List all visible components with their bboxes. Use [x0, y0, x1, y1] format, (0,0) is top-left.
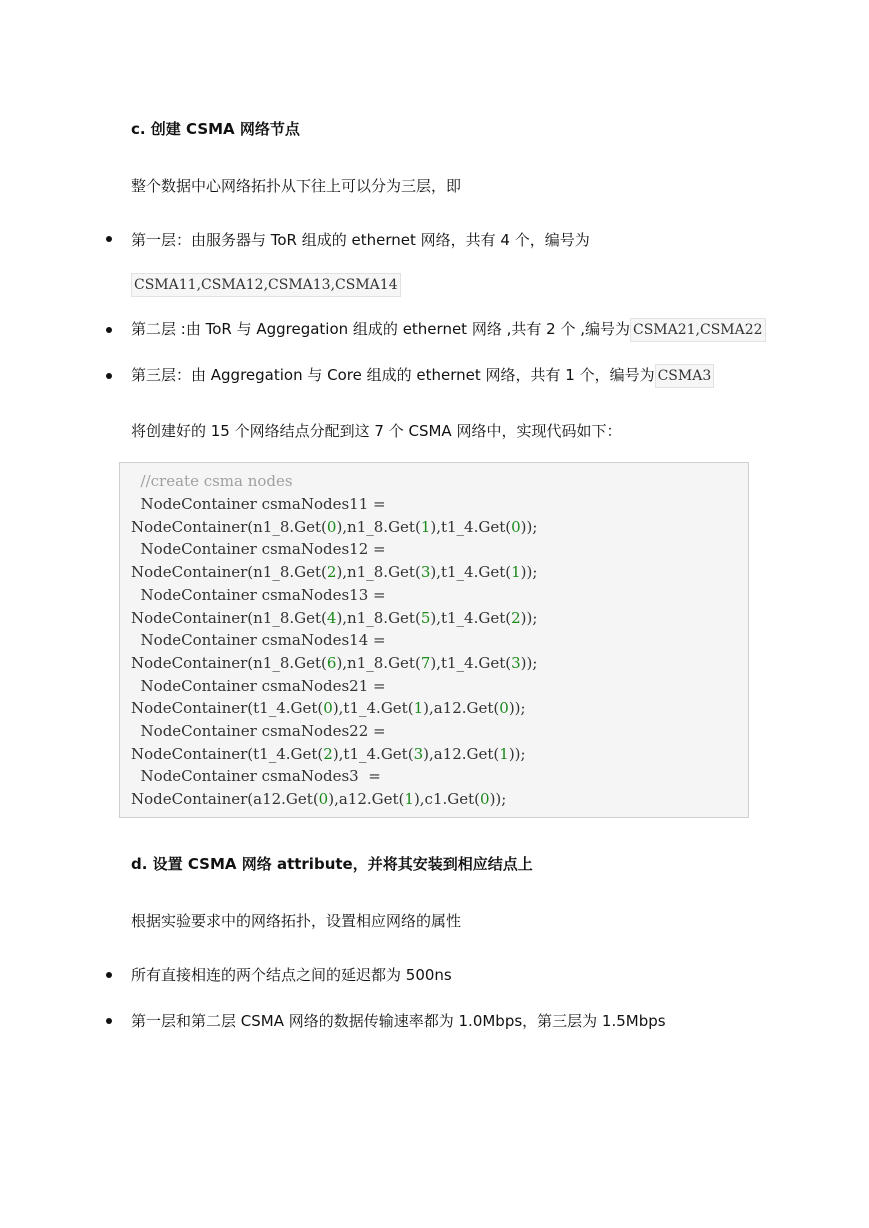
code-number: 0 — [480, 790, 490, 809]
code-line — [131, 585, 386, 605]
code-text: NodeContainer csmaNodes3 = — [131, 767, 381, 786]
code-text: )); — [520, 517, 538, 536]
layer3-text: 第三层：由 Aggregation 与 Core 组成的 ethernet 网络，共有 1 个，编号为 — [131, 366, 655, 384]
layer2-text: 第二层 :由 ToR 与 Aggregation 组成的 ethernet 网络 ,共有 2 个 ,编号为 — [131, 320, 630, 338]
bullet-dot — [106, 327, 112, 333]
code-number: 2 — [511, 608, 521, 627]
code-line — [131, 744, 526, 764]
section-d-intro: 根据实验要求中的网络拓扑，设置相应网络的属性 — [131, 912, 462, 930]
code-text: ),t1_4.Get( — [430, 517, 512, 536]
code-line — [131, 766, 381, 786]
code-line — [131, 721, 386, 741]
code-number: 0 — [318, 790, 329, 809]
code-number: 1 — [413, 699, 424, 718]
code-number: 7 — [420, 653, 431, 672]
code-text: NodeContainer csmaNodes21 = — [131, 676, 386, 695]
assign-text: 将创建好的 15 个网络结点分配到这 7 个 CSMA 网络中，实现代码如下： — [131, 422, 622, 440]
code-text: NodeContainer(n1_8.Get( — [131, 608, 327, 627]
code-text: NodeContainer(t1_4.Get( — [131, 699, 324, 718]
section-d-heading: d. 设置 CSMA 网络 attribute，并将其安装到相应结点上 — [131, 855, 533, 873]
code-text: ),n1_8.Get( — [336, 517, 421, 536]
code-text: ),c1.Get( — [413, 790, 481, 809]
code-text: NodeContainer(t1_4.Get( — [131, 744, 324, 763]
code-line — [131, 698, 526, 718]
code-text: NodeContainer(n1_8.Get( — [131, 517, 327, 536]
code-line — [131, 562, 537, 582]
layer1-text: 第一层：由服务器与 ToR 组成的 ethernet 网络，共有 4 个，编号为 — [131, 231, 590, 249]
code-number: 0 — [499, 699, 509, 718]
layer3-line — [131, 364, 714, 388]
section-c-heading: c. 创建 CSMA 网络节点 — [131, 120, 300, 138]
code-line — [131, 653, 537, 673]
layer1-code: CSMA11,CSMA12,CSMA13,CSMA14 — [131, 273, 401, 297]
code-number: 6 — [326, 653, 337, 672]
code-text: NodeContainer csmaNodes13 = — [131, 585, 386, 604]
code-number: 3 — [511, 653, 521, 672]
layer1-code-container — [131, 273, 401, 297]
code-text: ),t1_4.Get( — [332, 699, 414, 718]
code-text: ),n1_8.Get( — [336, 563, 421, 582]
code-line — [131, 539, 386, 559]
code-line — [131, 630, 386, 650]
layer3-code: CSMA3 — [655, 364, 715, 388]
code-text: ),t1_4.Get( — [430, 653, 512, 672]
code-text: )); — [520, 608, 538, 627]
code-text: )); — [520, 653, 538, 672]
code-text: )); — [520, 563, 538, 582]
code-line — [131, 676, 386, 696]
code-number: 1 — [511, 563, 521, 582]
code-text: ),t1_4.Get( — [430, 608, 512, 627]
code-text: ),t1_4.Get( — [332, 744, 414, 763]
section-c-intro: 整个数据中心网络拓扑从下往上可以分为三层，即 — [131, 177, 462, 195]
delay-bullet: 所有直接相连的两个结点之间的延迟都为 500ns — [131, 966, 452, 984]
code-text: )); — [508, 744, 526, 763]
code-number: 1 — [499, 744, 509, 763]
code-text: NodeContainer csmaNodes22 = — [131, 722, 386, 740]
bullet-dot — [106, 236, 112, 242]
code-text: ),n1_8.Get( — [336, 608, 421, 627]
code-number: 5 — [420, 608, 431, 627]
code-text: NodeContainer(n1_8.Get( — [131, 563, 327, 582]
code-number: 2 — [323, 744, 333, 763]
code-number: 0 — [323, 699, 333, 718]
code-comment: //create csma nodes — [131, 472, 293, 490]
code-text: ),a12.Get( — [423, 699, 500, 718]
code-number: 4 — [326, 608, 337, 627]
code-line — [131, 517, 537, 537]
code-text: NodeContainer(n1_8.Get( — [131, 653, 327, 672]
code-number: 3 — [413, 744, 424, 763]
code-number: 3 — [420, 563, 431, 582]
code-text: ),t1_4.Get( — [430, 563, 512, 582]
code-text: NodeContainer csmaNodes11 = — [131, 495, 386, 513]
code-text: NodeContainer csmaNodes12 = — [131, 540, 386, 559]
layer2-line — [131, 318, 766, 342]
code-text: ),a12.Get( — [423, 744, 500, 763]
bullet-dot — [106, 373, 112, 379]
code-text: )); — [489, 790, 507, 809]
code-text: ),n1_8.Get( — [336, 653, 421, 672]
code-line — [131, 789, 506, 809]
code-number: 1 — [420, 517, 431, 536]
code-line — [131, 494, 386, 514]
code-text: NodeContainer(a12.Get( — [131, 790, 319, 809]
bullet-dot — [106, 1018, 112, 1024]
code-number: 2 — [326, 563, 337, 582]
rate-bullet: 第一层和第二层 CSMA 网络的数据传输速率都为 1.0Mbps，第三层为 1.5Mbps — [131, 1012, 666, 1030]
code-number: 1 — [404, 790, 414, 809]
code-number: 0 — [326, 517, 337, 536]
code-text: ),a12.Get( — [328, 790, 405, 809]
code-number: 0 — [511, 517, 521, 536]
code-text: )); — [508, 699, 526, 718]
code-line — [131, 608, 537, 628]
bullet-dot — [106, 972, 112, 978]
code-text: NodeContainer csmaNodes14 = — [131, 631, 386, 650]
layer2-code: CSMA21,CSMA22 — [630, 318, 766, 342]
